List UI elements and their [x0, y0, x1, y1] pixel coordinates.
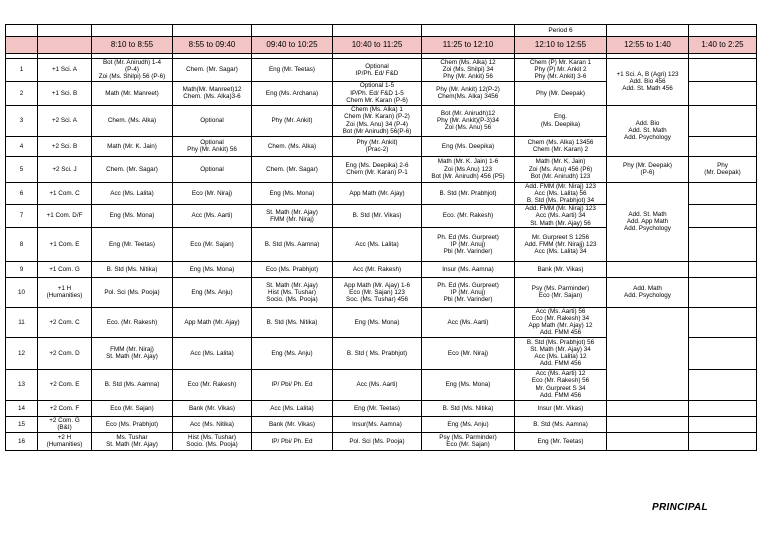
period-cell: Eco (Mr. Sajan) [173, 227, 252, 261]
timetable-row [6, 156, 757, 182]
header-cell: 11:25 to 12:10 [422, 37, 515, 54]
period-cell: Chem. (Mr. Sagar) [92, 156, 173, 182]
period-cell: Chem (Ms. Alka) 13456 Chem (Mr. Karan) 2 [515, 136, 607, 156]
period-cell: Eng. (Ms. Deepika) [515, 105, 607, 136]
period-cell [689, 337, 757, 369]
period-cell: Phy (Mr. Ankit) 12(P-2) Chem(Ms. Alka) 3456 [422, 81, 515, 105]
period-cell: Eng (Ms. Mona) [92, 205, 173, 228]
period-cell [689, 432, 757, 450]
period-cell [689, 227, 757, 261]
period-cell: Acc (Ms. Aarti) [422, 307, 515, 337]
row-number: 6 [6, 182, 38, 205]
period-cell: Acc (Ms. Aarti) 12 Eco (Mr. Rakesh) 56 Mr. Gurpreet S 34 Add. FMM 456 [515, 369, 607, 400]
empty-cell [689, 25, 757, 37]
empty-cell [607, 25, 689, 37]
period-cell: FMM (Mr. Niraj) St. Math (Mr. Ajay) [92, 337, 173, 369]
row-number: 15 [6, 416, 38, 432]
header-cell: 10:40 to 11:25 [333, 37, 422, 54]
period-cell: B. Std (Ms. Aamna) [252, 227, 333, 261]
period-cell: Math (Mr. K. Jain) [92, 136, 173, 156]
row-number: 11 [6, 307, 38, 337]
period-cell: Eng (Ms. Archana) [252, 81, 333, 105]
header-cell: 8:10 to 8:55 [92, 37, 173, 54]
period-cell: Eng (Mr. Teetas) [333, 400, 422, 416]
period-cell: Acc (Ms. Lalita) [333, 227, 422, 261]
period-cell: Insur (Ms. Aamna) [422, 261, 515, 277]
period-cell: B. Std (Ms. Nitika) [92, 261, 173, 277]
row-number: 8 [6, 227, 38, 261]
period-cell: St. Math (Mr. Ajay) FMM (Mr. Niraj) [252, 205, 333, 228]
class-name: +2 Sci. J [38, 156, 92, 182]
period-cell: Phy (Mr. Deepak) (P-6) [607, 156, 689, 182]
period-cell: Math (Mr. Manreet) [92, 81, 173, 105]
header-cell: 09:40 to 10:25 [252, 37, 333, 54]
period-cell: Hist (Ms. Tushar) Socio. (Ms. Pooja) [173, 432, 252, 450]
period-cell: Chem. (Ms. Alka) [252, 136, 333, 156]
period-cell [689, 136, 757, 156]
class-name: +2 Sci. B [38, 136, 92, 156]
period-cell: Eco (Ms. Prabhjot) [252, 261, 333, 277]
merged-period-cell: Add. St. Math Add. App Math Add. Psychology [607, 182, 689, 261]
period-cell: B. Std (Mr. Prabhjot) [422, 182, 515, 205]
period-cell: App Math (Mr. Ajay) [333, 182, 422, 205]
header-cell: 8:55 to 09:40 [173, 37, 252, 54]
period-cell: Bank (Mr. Vikas) [252, 416, 333, 432]
period-label: Period 6 [515, 25, 607, 37]
period-cell: Mr. Gurpreet S 1256 Add. FMM (Mr. Nirajj) 123 Acc (Ms. Lalita) 34 [515, 227, 607, 261]
period-label-row [6, 25, 757, 37]
row-number: 5 [6, 156, 38, 182]
period-cell: Chem (Ms. Alka) 1 Chem (Mr. Karan) (P-2) Zoi (Ms. Anu) 34 (P-4) Bot (Mr Anirudh) 56(P-6) [333, 105, 422, 136]
header-row [6, 37, 757, 54]
period-cell: Acc (Ms. Nitika) [173, 416, 252, 432]
period-cell [689, 261, 757, 277]
period-cell: Psy (Ms. Parminder) Eco (Mr. Sajan) [422, 432, 515, 450]
period-cell: Eco (Mr. Sajan) [92, 400, 173, 416]
period-cell: Chem (P) Mr. Karan 1 Phy (P) Mr. Ankit 2 Phy (Mr. Ankit) 3-6 [515, 59, 607, 82]
class-name: +2 Com. G (B&I) [38, 416, 92, 432]
row-number: 2 [6, 81, 38, 105]
period-cell: Ph. Ed (Ms. Gurpreet) IP (Mr. Anuj) Pbi (Mr. Varinder) [422, 277, 515, 307]
empty-cell [333, 25, 422, 37]
period-cell: Acc (Ms. Lalita) [173, 337, 252, 369]
period-cell [607, 432, 689, 450]
row-number: 9 [6, 261, 38, 277]
empty-cell [422, 25, 515, 37]
timetable [5, 24, 757, 451]
period-cell: Acc (Ms. Aarti) 56 Eco (Mr. Rakesh) 34 App Math (Mr. Ajay) 12 Add. FMM 456 [515, 307, 607, 337]
period-cell: Phy (Mr. Deepak) [515, 81, 607, 105]
header-cell: 1:40 to 2:25 [689, 37, 757, 54]
period-cell: Eco (Mr. Niraj) [173, 182, 252, 205]
principal-signature-label: PRINCIPAL [652, 502, 708, 513]
timetable-row [6, 261, 757, 277]
period-cell: B. Std (Ms. Nitika) [252, 307, 333, 337]
period-cell: Eng (Mr. Teetas) [92, 227, 173, 261]
period-cell: B. Std (Ms. Aamna) [515, 416, 607, 432]
period-cell: Ph. Ed (Ms. Gurpreet) IP (Mr. Anuj) Pbi (Mr. Varinder) [422, 227, 515, 261]
row-number: 3 [6, 105, 38, 136]
period-cell: Math (Mr. K. Jain) Zoi (Ms. Anu) 456 (P6) Bot (Mr. Anirudh) 123 [515, 156, 607, 182]
row-number: 14 [6, 400, 38, 416]
class-name: +2 Com. D [38, 337, 92, 369]
period-cell: Acc (Ms. Lalita) [92, 182, 173, 205]
period-cell: Optional 1-5 IP/Ph. Ed/ F&D 1-5 Chem Mr. Karan (P-6) [333, 81, 422, 105]
period-cell: Insur (Mr. Vikas) [515, 400, 607, 416]
period-cell [689, 205, 757, 228]
timetable-row [6, 59, 757, 82]
class-name: +1 Sci. B [38, 81, 92, 105]
timetable-row [6, 416, 757, 432]
period-cell: Eng (Ms. Anju) [173, 277, 252, 307]
class-name: +1 Com. D/F [38, 205, 92, 228]
period-cell: Optional [173, 156, 252, 182]
period-cell: Chem. (Ms. Alka) [92, 105, 173, 136]
period-cell: Eng (Ms. Mona) [333, 307, 422, 337]
header-cell: 12:10 to 12:55 [515, 37, 607, 54]
period-cell: Eng (Mr. Teetas) [515, 432, 607, 450]
period-cell: Eco. (Mr. Rakesh) [422, 205, 515, 228]
period-cell: Eng (Ms. Mona) [252, 182, 333, 205]
period-cell: Eng (Mr. Teetas) [252, 59, 333, 82]
period-cell: Bot (Mr. Anirudh)12 Phy (Mr. Ankit)(P-3)34 Zoi (Ms. Anu) 56 [422, 105, 515, 136]
period-cell [689, 416, 757, 432]
period-cell: Eco (Ms. Prabhjot) [92, 416, 173, 432]
period-cell: Math(Mr. Manreet)12 Chem. (Ms. Alka)3-6 [173, 81, 252, 105]
period-cell: Ms. Tushar St. Math (Mr. Ajay) [92, 432, 173, 450]
period-cell: St. Math (Mr. Ajay) Hist (Ms. Tushar) Socio. (Ms. Pooja) [252, 277, 333, 307]
timetable-row [6, 277, 757, 307]
period-cell: Acc (Ms. Aarti) [173, 205, 252, 228]
class-name: +2 Com. F [38, 400, 92, 416]
period-cell: B. Std (Ms. Aamna) [92, 369, 173, 400]
empty-cell [6, 25, 38, 37]
period-cell: Chem (Ms. Alka) 12 Zoi (Ms. Shilpi) 34 Phy (Mr. Ankit) 56 [422, 59, 515, 82]
period-cell [689, 59, 757, 82]
empty-cell [173, 25, 252, 37]
class-name: +2 Sci. A [38, 105, 92, 136]
period-cell: Pol. Sci (Ms. Pooja) [92, 277, 173, 307]
period-cell: IP/ Pbi/ Ph. Ed [252, 432, 333, 450]
period-cell: Eco. (Mr. Rakesh) [92, 307, 173, 337]
period-cell: Eng (Ms. Anju) [252, 337, 333, 369]
period-cell [689, 105, 757, 136]
row-number: 16 [6, 432, 38, 450]
class-name: +2 Com. C [38, 307, 92, 337]
period-cell: Optional [173, 105, 252, 136]
period-cell: Optional IP/Ph. Ed/ F&D [333, 59, 422, 82]
period-cell [689, 182, 757, 205]
merged-period-cell [607, 261, 689, 277]
period-cell: B. Std ( Ms. Prabhjot) [333, 337, 422, 369]
period-cell [607, 416, 689, 432]
period-cell: Pol. Sci (Ms. Pooja) [333, 432, 422, 450]
period-cell: B. Std (Mr. Vikas) [333, 205, 422, 228]
period-cell: Phy (Mr. Ankit) (Prac-2) [333, 136, 422, 156]
period-cell: Bot (Mr. Anirudh) 1-4 (P-4) Zoi (Ms. Shilpi) 56 (P-6) [92, 59, 173, 82]
merged-period-cell: Add. Bio Add. St. Math Add. Psychology [607, 105, 689, 156]
period-cell: Phy (Mr. Ankit) [252, 105, 333, 136]
class-name: +1 H (Humanities) [38, 277, 92, 307]
class-name: +1 Com. C [38, 182, 92, 205]
period-cell: Bank (Mr. Vikas) [173, 400, 252, 416]
header-cell: 12:55 to 1:40 [607, 37, 689, 54]
period-cell: Math (Mr. K. Jain) 1-6 Zoi (Ms Anu) 123 Bot (Mr. Anirudh) 456 (P5) [422, 156, 515, 182]
period-cell: Eng (Ms. Mona) [173, 261, 252, 277]
timetable-row [6, 182, 757, 205]
period-cell: Chem. (Mr. Sagar) [252, 156, 333, 182]
timetable-row [6, 105, 757, 136]
period-cell: Bank (Mr. Vikas) [515, 261, 607, 277]
period-cell: Psy (Ms. Parminder) Eco (Mr. Sajan) [515, 277, 607, 307]
period-cell [689, 400, 757, 416]
timetable-row [6, 432, 757, 450]
row-number: 10 [6, 277, 38, 307]
empty-cell [38, 25, 92, 37]
row-number: 4 [6, 136, 38, 156]
period-cell: App Math (Mr. Ajay) 1-6 Eco (Mr. Sajan) 123 Soc. (Ms. Tushar) 456 [333, 277, 422, 307]
period-cell: Eco (Mr. Rakesh) [173, 369, 252, 400]
period-cell: IP/ Pbi/ Ph. Ed [252, 369, 333, 400]
period-cell: Eng (Ms. Mona) [422, 369, 515, 400]
class-name: +2 H (Humanities) [38, 432, 92, 450]
row-number: 13 [6, 369, 38, 400]
class-name: +2 Com. E [38, 369, 92, 400]
merged-period-cell [607, 307, 689, 400]
period-cell: Phy (Mr. Deepak) [689, 156, 757, 182]
row-number: 12 [6, 337, 38, 369]
period-cell: App Math (Mr. Ajay) [173, 307, 252, 337]
period-cell: Add. FMM (Mr. Niraj) 123 Acc (Ms. Lalita) 56 B. Std (Ms. Prabhjot) 34 [515, 182, 607, 205]
period-cell: Eng (Ms. Anju) [422, 416, 515, 432]
period-cell: Eng (Ms. Deepika) [422, 136, 515, 156]
empty-cell [252, 25, 333, 37]
period-cell: Acc (Ms. Lalita) [252, 400, 333, 416]
header-cell [38, 37, 92, 54]
period-cell [607, 400, 689, 416]
row-number: 7 [6, 205, 38, 228]
period-cell [689, 277, 757, 307]
header-cell [6, 37, 38, 54]
period-cell: Add. FMM (Mr. Niraj) 123 Acc (Ms. Aarti) 34 St. Math (Mr. Ajay) 56 [515, 205, 607, 228]
merged-period-cell: +1 Sci. A, B (Agri) 123 Add. Bio 456 Add. St. Math 456 [607, 59, 689, 106]
period-cell [689, 307, 757, 337]
period-cell: Eng (Ms. Deepika) 2-6 Chem (Mr. Karan) P-1 [333, 156, 422, 182]
timetable-row [6, 400, 757, 416]
row-number: 1 [6, 59, 38, 82]
class-name: +1 Com. E [38, 227, 92, 261]
period-cell: Add. Math Add. Psychology [607, 277, 689, 307]
period-cell: Acc (Mr. Rakesh) [333, 261, 422, 277]
period-cell: B. Std (Ms. Prabhjot) 56 St. Math (Mr. Ajay) 34 Acc (Ms. Lalita) 12 Add. FMM 456 [515, 337, 607, 369]
class-name: +1 Com. G [38, 261, 92, 277]
timetable-row [6, 307, 757, 337]
period-cell: Optional Phy (Mr. Ankit) 56 [173, 136, 252, 156]
period-cell: Chem. (Mr. Sagar) [173, 59, 252, 82]
period-cell: Eco (Mr. Niraj) [422, 337, 515, 369]
period-cell [689, 369, 757, 400]
period-cell: B. Std (Ms. Nitika) [422, 400, 515, 416]
period-cell: Insur(Ms. Aamna) [333, 416, 422, 432]
period-cell: Acc (Ms. Aarti) [333, 369, 422, 400]
empty-cell [92, 25, 173, 37]
period-cell [689, 81, 757, 105]
class-name: +1 Sci. A [38, 59, 92, 82]
